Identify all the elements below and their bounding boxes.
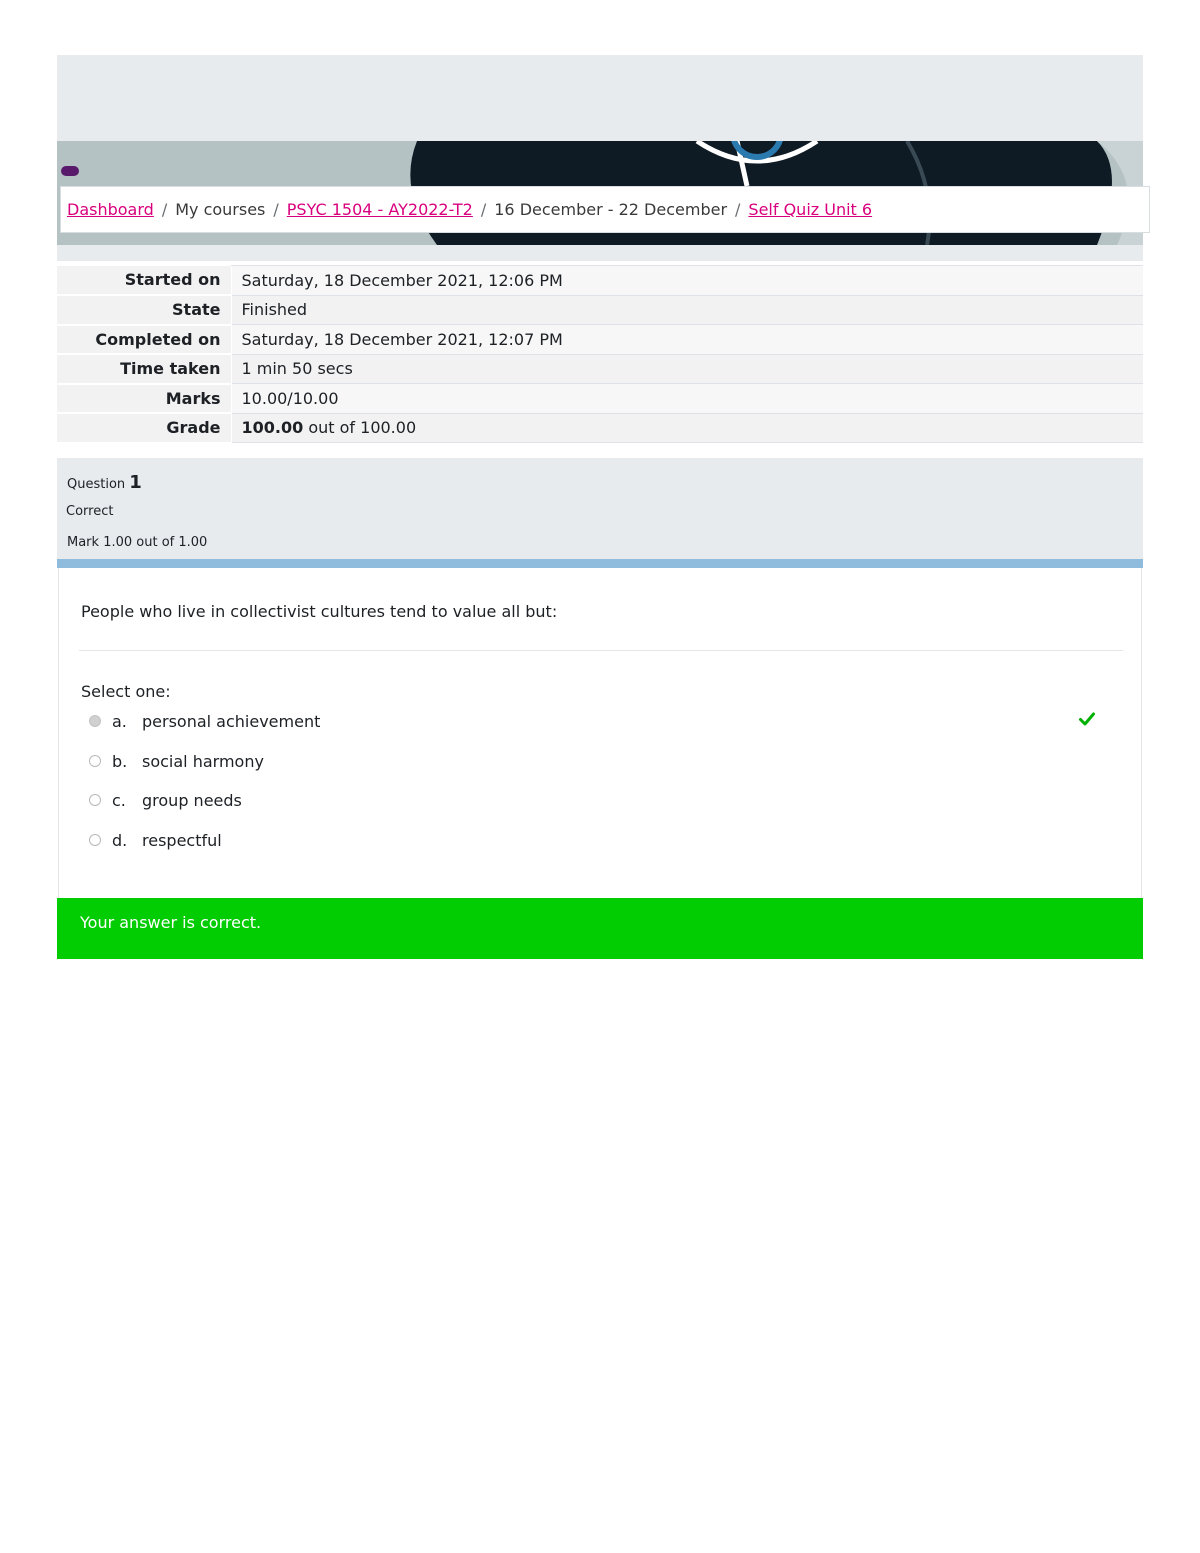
radio-button[interactable] — [89, 755, 101, 767]
breadcrumb-course-link[interactable]: PSYC 1504 - AY2022-T2 — [286, 200, 473, 219]
answer-option-c[interactable] — [89, 785, 1119, 815]
answer-option-d[interactable] — [89, 825, 1119, 855]
summary-row-started — [57, 266, 1143, 296]
summary-row-state — [57, 295, 1143, 325]
notification-pill[interactable] — [61, 166, 79, 176]
answer-prompt: Select one: — [81, 682, 171, 701]
grade-suffix: out of 100.00 — [308, 418, 417, 438]
breadcrumb-my-courses: My courses — [175, 200, 266, 219]
question-number — [67, 472, 142, 493]
option-letter: c. — [112, 790, 126, 810]
summary-value: Saturday, 18 December 2021, 12:07 PM — [231, 325, 1143, 355]
radio-button[interactable] — [89, 715, 101, 727]
option-letter: d. — [112, 830, 128, 850]
breadcrumb-separator: / — [480, 200, 487, 219]
summary-label: Time taken — [57, 354, 231, 384]
option-letter: a. — [112, 711, 127, 731]
header-bottom-band — [57, 245, 1143, 261]
question-info-panel — [57, 458, 1143, 559]
summary-value: Saturday, 18 December 2021, 12:06 PM — [231, 266, 1143, 296]
summary-label: Completed on — [57, 325, 231, 355]
answer-option-a[interactable] — [89, 706, 1119, 736]
question-content — [58, 568, 1142, 898]
radio-button[interactable] — [89, 834, 101, 846]
question-number-value: 1 — [129, 472, 142, 493]
top-header-band — [57, 55, 1143, 141]
summary-row-grade — [57, 413, 1143, 443]
summary-label: State — [57, 295, 231, 325]
question-text: People who live in collectivist cultures tend to value all but: — [81, 602, 558, 621]
question-mark: Mark 1.00 out of 1.00 — [67, 535, 208, 550]
radio-button[interactable] — [89, 794, 101, 806]
answer-option-b[interactable] — [89, 746, 1119, 776]
option-text: personal achievement — [142, 711, 321, 731]
option-text: group needs — [142, 790, 242, 810]
summary-value: 10.00/10.00 — [231, 384, 1143, 414]
answer-feedback: Your answer is correct. — [57, 898, 1143, 959]
question-top-bar — [57, 559, 1143, 568]
breadcrumb-week: 16 December - 22 December — [494, 200, 728, 219]
breadcrumb — [60, 186, 1150, 233]
check-icon — [1079, 712, 1095, 726]
summary-label: Grade — [57, 413, 231, 443]
breadcrumb-dashboard-link[interactable]: Dashboard — [67, 200, 154, 219]
option-text: respectful — [142, 830, 222, 850]
question-divider — [79, 650, 1123, 651]
question-state: Correct — [66, 504, 114, 519]
option-letter: b. — [112, 751, 128, 771]
summary-label: Started on — [57, 266, 231, 296]
breadcrumb-quiz-link[interactable]: Self Quiz Unit 6 — [748, 200, 873, 219]
summary-row-marks — [57, 384, 1143, 414]
attempt-summary-table — [57, 265, 1143, 444]
grade-score: 100.00 — [241, 418, 304, 438]
breadcrumb-separator: / — [273, 200, 279, 219]
summary-value: Finished — [231, 295, 1143, 325]
question-prefix: Question — [67, 477, 126, 492]
option-text: social harmony — [142, 751, 264, 771]
breadcrumb-separator: / — [735, 200, 741, 219]
summary-value: 1 min 50 secs — [231, 354, 1143, 384]
summary-value — [231, 413, 1143, 443]
breadcrumb-separator: / — [161, 200, 168, 219]
summary-row-completed — [57, 325, 1143, 355]
summary-label: Marks — [57, 384, 231, 414]
summary-row-time-taken — [57, 354, 1143, 384]
